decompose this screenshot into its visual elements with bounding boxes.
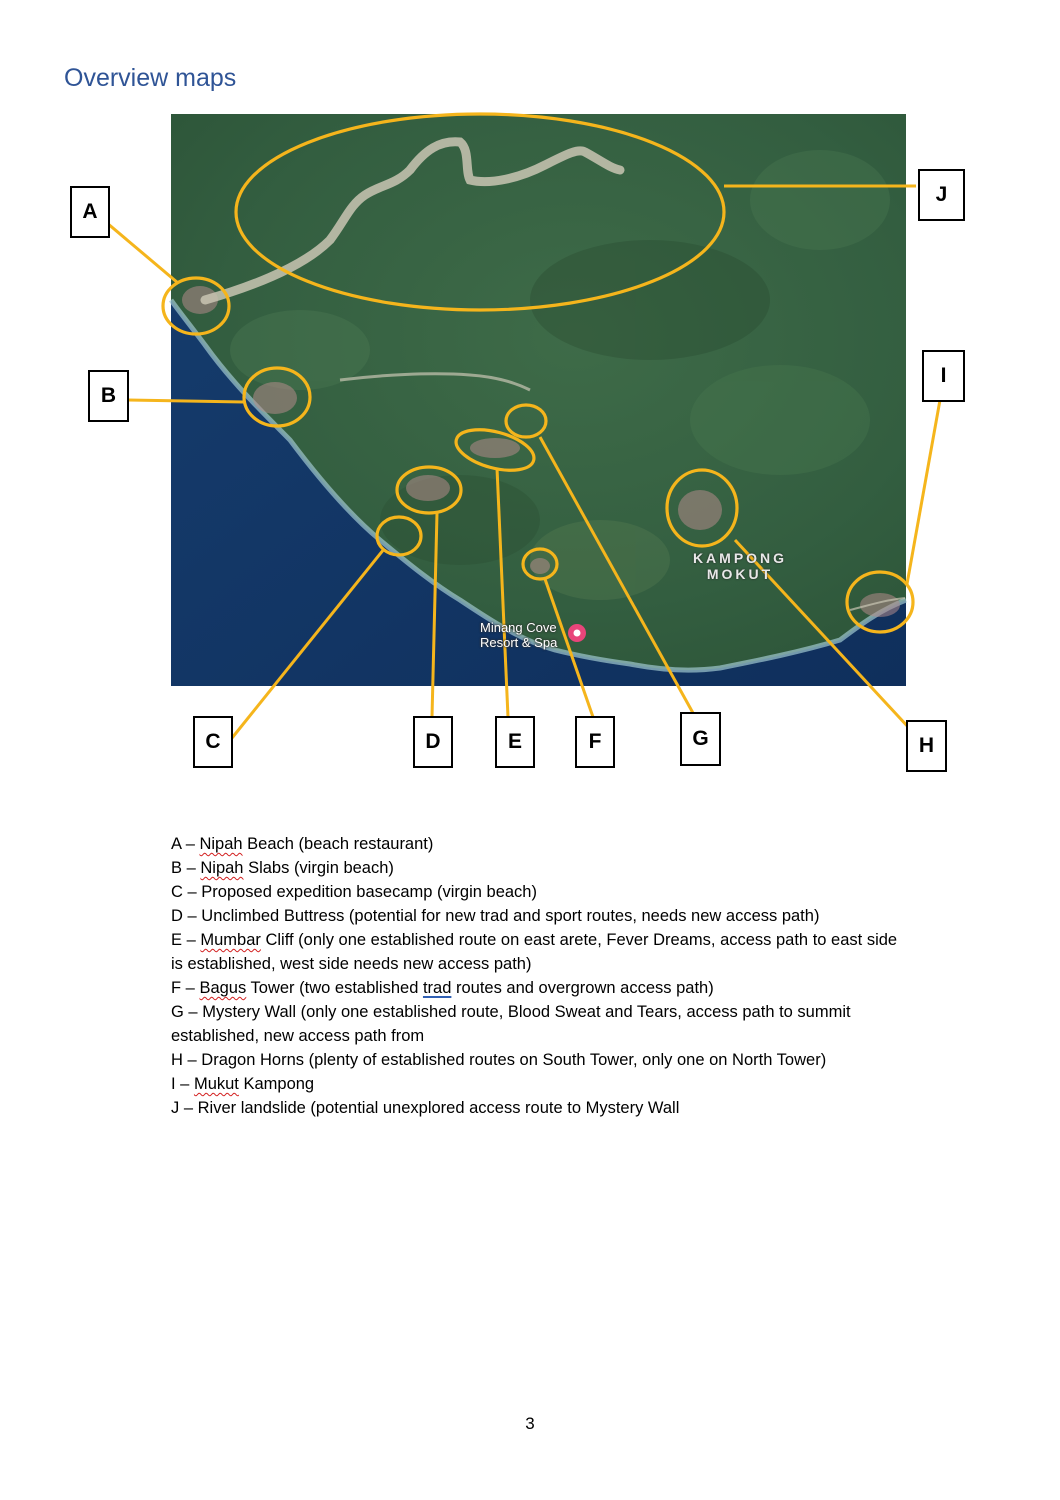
legend-item-f: F – Bagus Tower (two established trad routes and overgrown access path) [171,979,714,997]
map-label-g: G [680,712,721,766]
legend-item-e: E – Mumbar Cliff (only one established route on east arete, Fever Dreams, access path to east side is established, west side needs new access path) [171,931,898,973]
kampong-label-line2: MOKUT [706,566,774,582]
legend-item-a: A – Nipah Beach (beach restaurant) [171,835,434,853]
legend-item-j: J – River landslide (potential unexplored access route to Mystery Wall [171,1099,680,1117]
kampong-label [690,550,790,582]
resort-label-line1: Minang Cove [480,620,557,635]
kampong-label-line1: KAMPONG [692,550,788,566]
map-label-c: C [193,716,233,768]
legend-item-d: D – Unclimbed Buttress (potential for new trad and sport routes, needs new access path) [171,907,820,925]
legend-item-g: G – Mystery Wall (only one established route, Blood Sweat and Tears, access path to summit established, new access path from [171,1003,851,1045]
map-label-f: F [575,716,615,768]
map-label-a: A [70,186,110,238]
legend-item-c: C – Proposed expedition basecamp (virgin beach) [171,883,537,901]
resort-label-line2: Resort & Spa [480,635,558,650]
map-label-j: J [918,169,965,221]
page-heading: Overview maps [64,64,237,92]
resort-label [480,620,557,650]
map-label-h: H [906,720,947,772]
map-label-d: D [413,716,453,768]
page-number: 3 [525,1414,535,1433]
legend-item-h: H – Dragon Horns (plenty of established routes on South Tower, only one on North Tower) [171,1051,827,1069]
legend-item-i: I – Mukut Kampong [171,1075,315,1093]
map-label-b: B [88,370,129,422]
map-label-e: E [495,716,535,768]
legend-item-b: B – Nipah Slabs (virgin beach) [171,859,394,877]
map-legend [171,832,901,1120]
map-label-i: I [922,350,965,402]
